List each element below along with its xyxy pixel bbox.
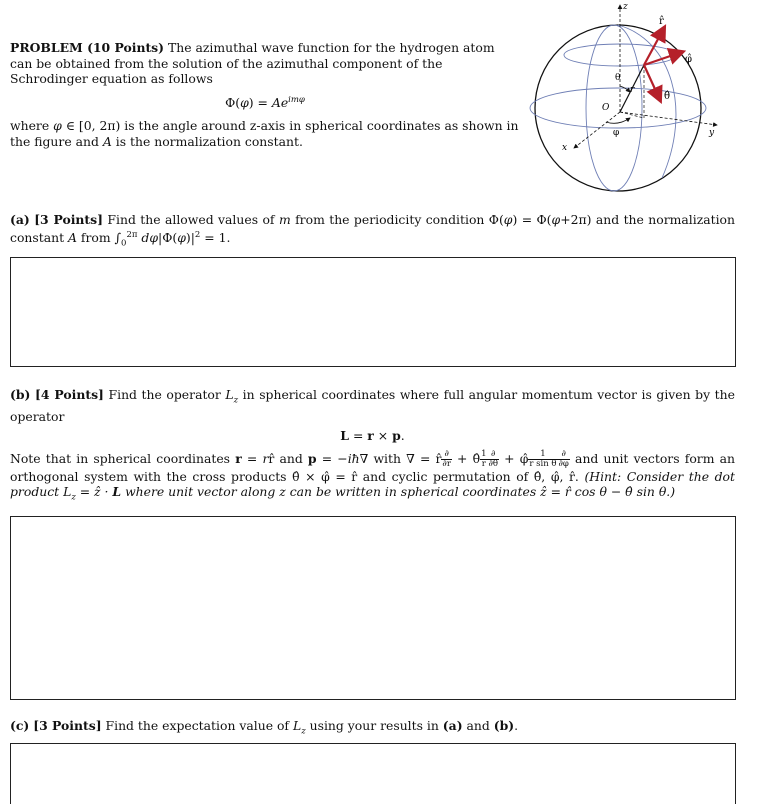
z-axis-label: z	[623, 2, 628, 12]
answer-box-a[interactable]	[10, 257, 736, 367]
theta-label: θ	[615, 73, 621, 83]
part-c-points: [3 Points]	[33, 718, 102, 733]
y-axis-label: y	[709, 128, 715, 138]
r-hat-label: r̂	[659, 16, 664, 27]
part-b-label: (b)	[10, 387, 31, 402]
theta-hat-arrow	[644, 65, 660, 100]
part-c-label: (c)	[10, 718, 30, 733]
part-b-points: [4 Points]	[34, 387, 104, 402]
theta-arc	[620, 86, 630, 92]
r-label: r	[630, 85, 635, 95]
origin-label: O	[602, 103, 610, 113]
wave-function-equation: $\Phi(\varphi) = Ae^{im\varphi}$	[225, 94, 305, 110]
part-b-text-render: Find the operator $L_z$ in spherical coordinates where full angular momentum vector is given by the operator	[10, 387, 735, 424]
part-a	[10, 212, 735, 252]
part-c-text-render: Find the expectation value of $L_z$ using your results in (a) and (b).	[105, 718, 519, 737]
equator-ellipse	[530, 88, 706, 128]
part-a-label: (a)	[10, 212, 30, 227]
part-a-points: [3 Points]	[34, 212, 103, 227]
x-axis-label: x	[562, 143, 568, 153]
theta-hat-label: θ̂	[664, 91, 671, 102]
phi-arc	[606, 118, 630, 123]
part-a-text-render: Find the allowed values of m from the periodicity condition Φ(φ) = Φ(φ+2π) and the normalization constant A from $\int_0^{2\pi}$ $d\varphi|\Phi(\varphi)|^2 = 1$.	[10, 212, 735, 249]
part-b-note: Note that in spherical coordinates r = rr̂ and p = −iħ∇ with ∇ = r̂ $\frac{\partial}{\partial r}$ + θ̂ $\frac{1}{r}$ $\frac{\partial}{\partial\theta}$ + φ̂ $\frac{1}{\text{r sin θ}}$ $\frac{\partial}{\partial\varphi}$ and unit vectors form an orthogonal system with the cross products θ̂ × φ̂ = r̂ and cyclic permutation of θ̂, φ̂, r̂. (Hint: Consider the dot product $L_z$ = ẑ · L where unit vector along z can be written in spherical coordinates ẑ = r̂ cos θ − θ̂ sin θ.)	[10, 448, 735, 503]
spherical-coordinates-figure	[522, 0, 762, 192]
problem-title: PROBLEM (10 Points)	[10, 40, 165, 55]
angular-momentum-equation: L = r × p.	[340, 428, 405, 444]
phi-hat-label: φ̂	[685, 54, 693, 65]
problem-intro	[10, 40, 520, 149]
intro-text-render: The azimuthal wave function for the hydrogen atom can be obtained from the solution of the azimuthal component of the Schrodinger equation as follows	[10, 40, 495, 86]
phi-label: φ	[613, 128, 620, 138]
part-b	[10, 387, 735, 506]
intro-after-text: where φ ∈ [0, 2π) is the angle around z-axis in spherical coordinates as shown in the figure and A is the normalization constant.	[10, 118, 519, 149]
part-c	[10, 718, 735, 740]
answer-box-c[interactable]	[10, 743, 736, 804]
meridian-ellipse	[586, 25, 642, 191]
answer-box-b[interactable]	[10, 516, 736, 700]
